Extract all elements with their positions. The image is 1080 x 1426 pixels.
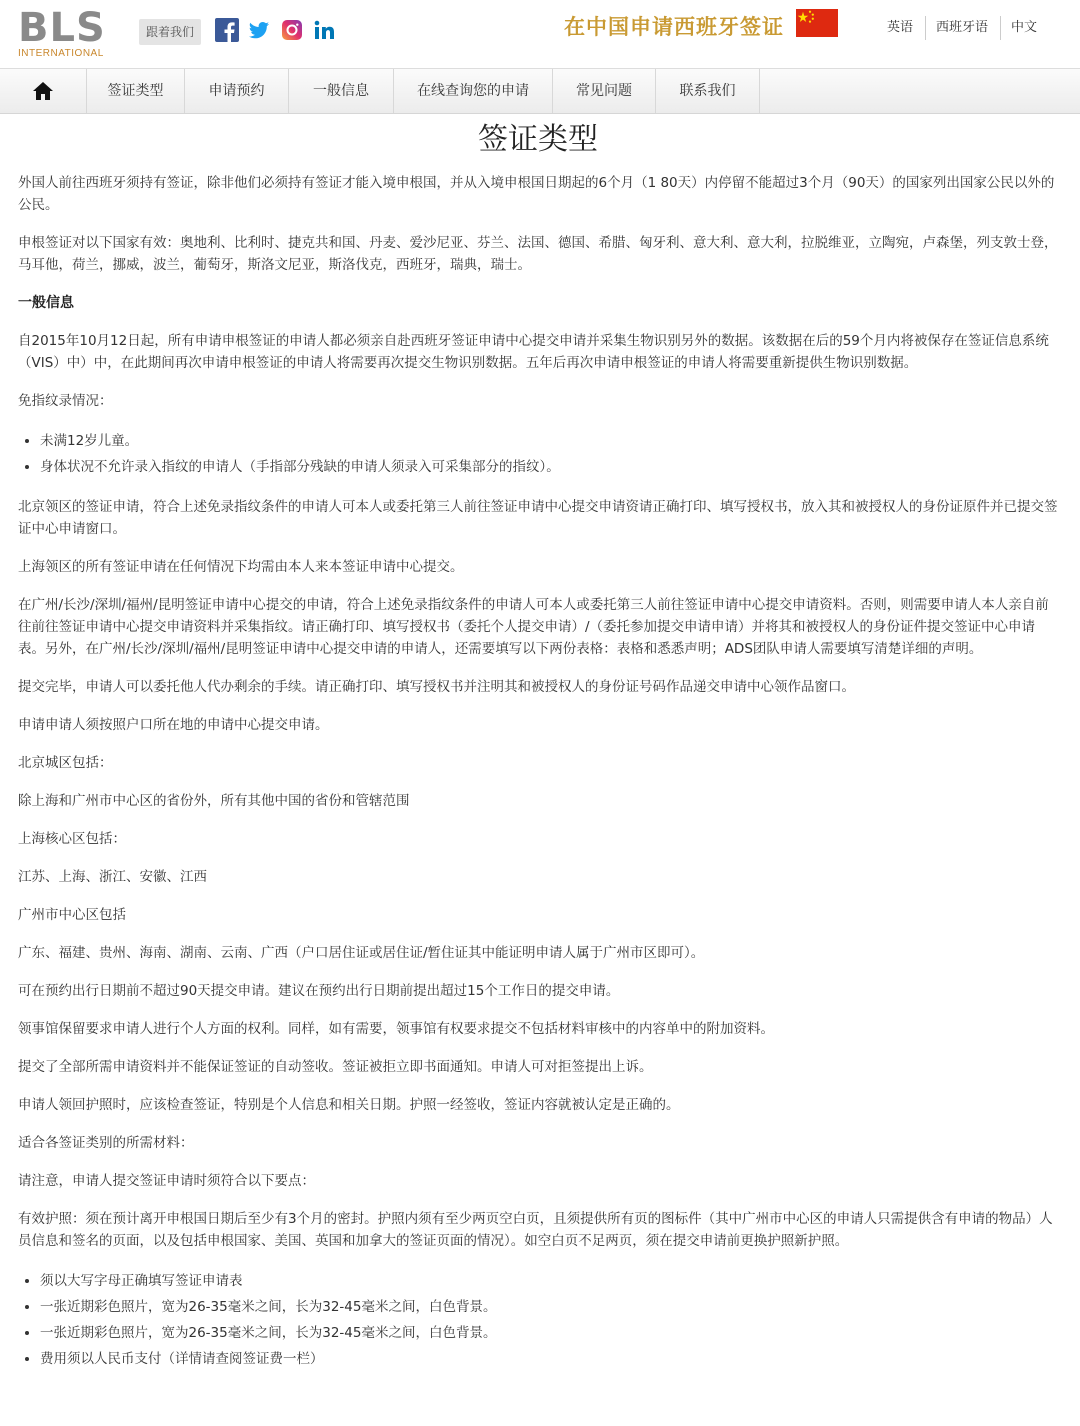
main-nav xyxy=(0,68,1080,114)
logo-main-text: BLS xyxy=(18,5,106,51)
main-content xyxy=(18,112,1058,1388)
page-title: 签证类型 xyxy=(478,122,598,157)
paragraph: 申请人领回护照时，应该检查签证，特别是个人信息和相关日期。护照一经签收，签证内容就被认定是正确的。 xyxy=(18,1097,680,1113)
paragraph: 北京城区包括： xyxy=(18,755,113,771)
paragraph: 请注意，申请人提交签证申请时须符合以下要点： xyxy=(18,1173,315,1189)
list-item: • 须以大写字母正确填写签证申请表 xyxy=(40,1268,1058,1294)
paragraph: 免指纹录情况： xyxy=(18,393,113,409)
paragraph: 提交完毕，申请人可以委托他人代办剩余的手续。请正确打印、填写授权书并注明其和被授权人的身份证号码作品递交申请中心领作品窗口。 xyxy=(18,679,855,695)
paragraph: 上海领区的所有签证申请在任何情况下均需由本人来本签证申请中心提交。 xyxy=(18,559,464,575)
list-item: • 未满12岁儿童。 xyxy=(40,428,1058,454)
paragraph: 可在预约出行日期前不超过90天提交申请。建议在预约出行日期前提出超过15个工作日的提交申请。 xyxy=(18,983,620,999)
paragraph: 申请申请人须按照户口所在地的申请中心提交申请。 xyxy=(18,717,329,733)
nav-home[interactable] xyxy=(0,69,87,113)
paragraph: 除上海和广州市中心区的省份外，所有其他中国的省份和管辖范围 xyxy=(18,793,410,809)
nav-visa-types[interactable]: 签证类型 xyxy=(87,69,185,113)
language-chinese[interactable]: 中文 xyxy=(1011,20,1038,35)
paragraph: 申根签证对以下国家有效：奥地利、比利时、捷克共和国、丹麦、爱沙尼亚、芬兰、法国、德国、希腊、匈牙利、意大利、意大利，拉脱维亚，立陶宛，卢森堡，列支敦士登，马耳他，荷兰，挪威，波兰，葡萄牙，斯洛文尼亚，斯洛伐克，西班牙，瑞典，瑞士。 xyxy=(18,235,1058,273)
twitter-icon[interactable] xyxy=(247,18,271,44)
nav-general-info[interactable]: 一般信息 xyxy=(289,69,394,113)
site-header xyxy=(0,0,1080,68)
nav-track-application[interactable]: 在线查询您的申请 xyxy=(394,69,553,113)
home-icon xyxy=(33,82,53,100)
linkedin-icon[interactable] xyxy=(312,18,336,44)
facebook-icon[interactable] xyxy=(215,18,239,44)
logo-sub-text: INTERNATIONAL xyxy=(18,48,104,59)
language-divider xyxy=(925,16,926,40)
list-item: • 费用须以人民币支付（详情请查阅签证费一栏） xyxy=(40,1346,1058,1372)
follow-us-label: 跟着我们 xyxy=(139,19,201,45)
language-spanish[interactable]: 西班牙语 xyxy=(936,20,989,35)
paragraph: 提交了全部所需申请资料并不能保证签证的自动签收。签证被拒立即书面通知。申请人可对拒签提出上诉。 xyxy=(18,1059,653,1075)
site-title: 在中国申请西班牙签证 xyxy=(564,15,784,39)
instagram-icon[interactable] xyxy=(280,18,304,44)
paragraph: 广州市中心区包括 xyxy=(18,907,126,923)
nav-faq[interactable]: 常见问题 xyxy=(553,69,656,113)
language-english[interactable]: 英语 xyxy=(887,20,914,35)
paragraph: 领事馆保留要求申请人进行个人方面的权利。同样，如有需要，领事馆有权要求提交不包括材料审核中的内容单中的附加资料。 xyxy=(18,1021,774,1037)
paragraph: 江苏、上海、浙江、安徽、江西 xyxy=(18,869,207,885)
nav-appointment[interactable]: 申请预约 xyxy=(185,69,289,113)
paragraph: 自2015年10月12日起，所有申请申根签证的申请人都必须亲自赴西班牙签证申请中心提交申请并采集生物识别另外的数据。该数据在后的59个月内将被保存在签证信息系统（VIS）中）中，在此期间再次申请申根签证的申请人将需要再次提交生物识别数据。五年后再次申请申根签证的申请人将需要重新提供生物识别数据。 xyxy=(18,333,1049,371)
bls-logo[interactable] xyxy=(18,6,118,62)
paragraph: 在广州/长沙/深圳/福州/昆明签证申请中心提交的申请，符合上述免录指纹条件的申请人可本人或委托第三人前往签证申请中心提交申请资料。否则，则需要申请人本人亲自前往前往签证申请中心提交申请资料并采集指纹。请正确打印、填写授权书（委托个人提交申请）/（委托参加提交申请申请）并将其和被授权人的身份证件提交签证中心申请表。另外，在广州/长沙/深圳/福州/昆明签证申请中心提交申请的申请人，还需要填写以下两份表格：表格和悉悉声明；ADS团队申请人需要填写清楚详细的声明。 xyxy=(18,597,1049,657)
list-item: • 身体状况不允许录入指纹的申请人（手指部分残缺的申请人须录入可采集部分的指纹）。 xyxy=(40,454,1058,480)
exemption-list xyxy=(18,428,1058,480)
list-item: • 一张近期彩色照片，宽为26-35毫米之间，长为32-45毫米之间，白色背景。 xyxy=(40,1294,1058,1320)
section-heading: 一般信息 xyxy=(18,295,74,311)
requirements-list xyxy=(18,1268,1058,1372)
paragraph: 有效护照：须在预计离开申根国日期后至少有3个月的密封。护照内须有至少两页空白页，且须提供所有页的图标件（其中广州市中心区的申请人只需提供含有申请的物品）人员信息和签名的页面，以及包括申根国家、美国、英国和加拿大的签证页面的情况）。如空白页不足两页，须在提交申请前更换护照新护照。 xyxy=(18,1211,1053,1249)
paragraph: 北京领区的签证申请，符合上述免录指纹条件的申请人可本人或委托第三人前往签证申请中心提交申请资请正确打印、填写授权书，放入其和被授权人的身份证原件并已提交签证中心申请窗口。 xyxy=(18,499,1058,537)
paragraph: 上海核心区包括： xyxy=(18,831,126,847)
nav-contact-us[interactable]: 联系我们 xyxy=(656,69,760,113)
list-item: • 一张近期彩色照片，宽为26-35毫米之间，长为32-45毫米之间，白色背景。 xyxy=(40,1320,1058,1346)
paragraph: 广东、福建、贵州、海南、湖南、云南、广西（户口居住证或居住证/暂住证其中能证明申请人属于广州市区即可）。 xyxy=(18,945,705,961)
paragraph: 外国人前往西班牙须持有签证，除非他们必须持有签证才能入境申根国，并从入境申根国日期起的6个月（1 80天）内停留不能超过3个月（90天）的国家列出国家公民以外的公民。 xyxy=(18,175,1055,213)
language-divider xyxy=(1000,16,1001,40)
china-flag-icon xyxy=(796,8,838,38)
paragraph: 适合各签证类别的所需材料： xyxy=(18,1135,194,1151)
